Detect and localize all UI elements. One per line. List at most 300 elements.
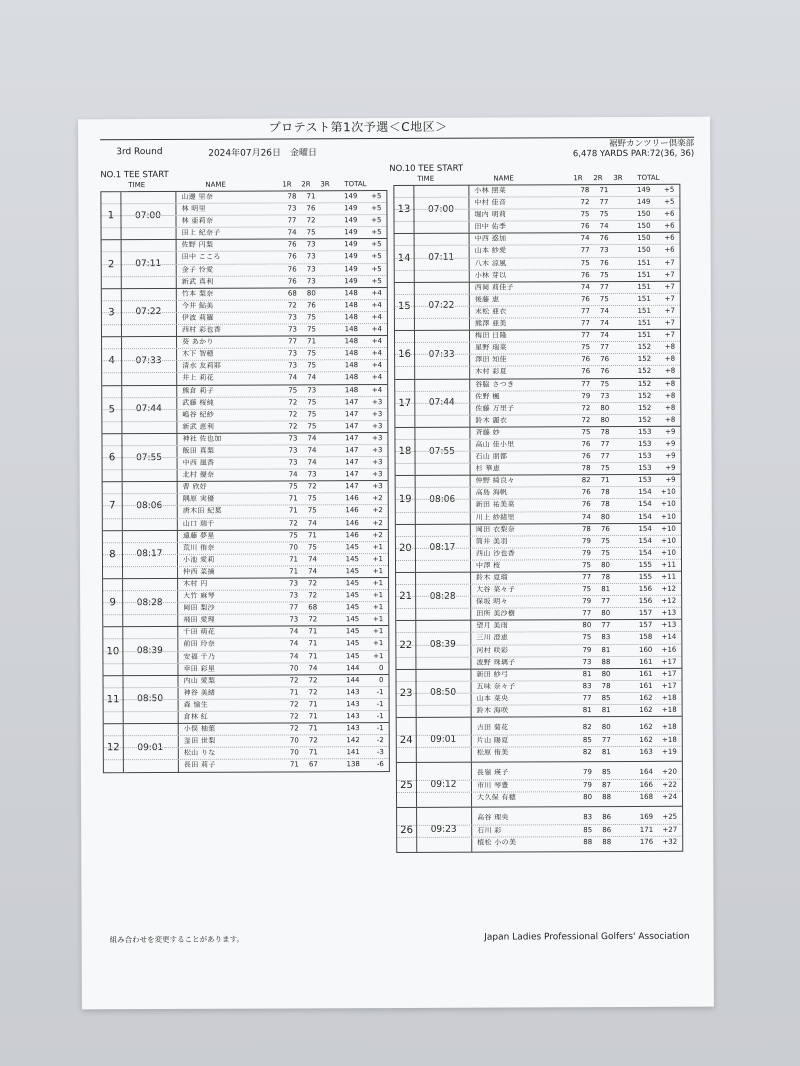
to-par: -6 <box>376 760 384 769</box>
player-name: 高山 佳小里 <box>475 440 515 449</box>
round1-score: 71 <box>288 506 298 515</box>
tee-group <box>396 571 681 621</box>
round1-score: 81 <box>582 669 592 678</box>
tee-time: 07:33 <box>121 337 177 385</box>
to-par: +6 <box>664 222 675 231</box>
player-name: 梅田 日隆 <box>474 331 507 340</box>
to-par: +5 <box>664 185 675 194</box>
player-name: 澤田 知佳 <box>475 355 507 364</box>
to-par: +8 <box>664 342 676 352</box>
to-par: +13 <box>661 621 677 630</box>
player-name: 曹 欣妤 <box>182 483 208 492</box>
tee-group <box>397 716 682 762</box>
tee-time: 08:28 <box>122 579 178 627</box>
to-par: +9 <box>665 439 676 448</box>
round1-score: 73 <box>287 313 297 322</box>
player-name: 佐藤 万里子 <box>475 404 515 413</box>
to-par: +6 <box>664 209 675 219</box>
total-score: 150 <box>637 234 651 243</box>
to-par: +32 <box>662 837 678 846</box>
group-number: 8 <box>103 531 123 578</box>
player-name: 木村 彩夏 <box>475 367 507 377</box>
round2-score: 77 <box>600 440 610 449</box>
round2-score: 75 <box>306 313 316 322</box>
total-score: 176 <box>639 837 654 846</box>
round1-score: 78 <box>581 524 591 533</box>
round2-score: 77 <box>600 452 610 461</box>
round2-score: 87 <box>602 780 611 789</box>
to-par: +2 <box>372 494 383 503</box>
to-par: +17 <box>661 681 677 690</box>
to-par: +1 <box>372 579 384 588</box>
total-score: 151 <box>637 258 651 267</box>
player-name: 唐木田 紀葉 <box>182 507 222 516</box>
to-par: +27 <box>662 825 678 834</box>
player-name: 石川 彩 <box>477 826 502 835</box>
tee-group <box>102 238 387 288</box>
total-score: 149 <box>344 252 358 261</box>
tee-group <box>102 335 387 385</box>
tee-group <box>102 287 387 337</box>
association-name: Japan Ladies Professional Golfers' Association <box>484 931 690 943</box>
total-score: 147 <box>345 446 359 455</box>
to-par: +10 <box>661 524 676 533</box>
group-number: 9 <box>103 579 123 626</box>
round1-score: 72 <box>288 410 298 419</box>
to-par: +4 <box>371 349 383 358</box>
player-name: 西山 沙也香 <box>475 549 516 558</box>
total-score: 153 <box>638 464 652 473</box>
player-name: 山口 瑞千 <box>182 519 215 528</box>
to-par: +5 <box>371 264 382 273</box>
col-1r: 1R <box>573 174 583 183</box>
total-score: 145 <box>345 615 360 624</box>
total-score: 146 <box>345 494 359 503</box>
player-name: 鈴木 麗衣 <box>475 416 508 425</box>
date-label: 2024年07月26日 金曜日 <box>208 148 318 159</box>
to-par: -3 <box>376 748 384 757</box>
player-name: 高島 海帆 <box>475 488 508 497</box>
tee-group <box>103 529 388 579</box>
round2-score: 72 <box>308 676 318 685</box>
round1-score: 72 <box>288 422 298 431</box>
total-score: 156 <box>638 584 653 594</box>
round1-score: 82 <box>582 747 592 756</box>
round1-score: 76 <box>287 277 297 286</box>
total-score: 163 <box>639 747 653 756</box>
total-score: 162 <box>639 705 653 714</box>
round2-score: 75 <box>307 410 317 419</box>
player-name: 後藤 恵 <box>474 295 500 304</box>
player-name: 倉林 紅 <box>183 712 209 721</box>
player-name: 鈴木 海咲 <box>476 706 509 715</box>
player-name: 小林 芽以 <box>474 271 507 280</box>
round2-score: 80 <box>601 560 611 570</box>
round2-score: 74 <box>600 331 610 340</box>
player-name: 五味 奈々子 <box>476 682 516 691</box>
total-score: 148 <box>344 385 359 394</box>
round2-score: 80 <box>600 403 610 412</box>
group-number: 7 <box>103 482 123 529</box>
round2-score: 76 <box>600 524 610 533</box>
round1-score: 77 <box>287 216 297 225</box>
to-par: -2 <box>376 736 384 745</box>
round1-score: 75 <box>580 258 590 267</box>
player-name: 保坂 明々 <box>476 597 508 606</box>
round2-score: 75 <box>600 379 610 388</box>
round2-score: 75 <box>600 536 610 545</box>
round2-score: 74 <box>307 446 317 455</box>
to-par: +8 <box>665 415 676 424</box>
tee-group <box>395 329 680 379</box>
round2-score: 74 <box>307 518 317 527</box>
total-score: 166 <box>639 780 653 789</box>
tee-time: 07:55 <box>121 434 177 482</box>
player-name: 隅原 実優 <box>182 495 215 504</box>
tee-time: 09:01 <box>123 724 179 772</box>
to-par: +10 <box>660 500 676 509</box>
round2-score: 75 <box>599 210 609 219</box>
total-score: 145 <box>345 579 360 588</box>
player-name: 佐野 楓 <box>475 392 500 401</box>
player-name: 安福 千乃 <box>183 652 216 661</box>
to-par: +18 <box>661 705 677 714</box>
round2-score: 73 <box>306 264 316 273</box>
player-name: 石山 朋都 <box>475 452 508 461</box>
tee-group <box>396 668 681 718</box>
total-score: 150 <box>637 222 651 231</box>
tee-group <box>101 191 386 240</box>
course-name: 裾野カンツリー倶楽部 <box>609 138 695 150</box>
player-name: 仲西 菜摘 <box>183 567 215 576</box>
round1-score: 72 <box>289 712 299 721</box>
round2-score: 71 <box>307 530 317 540</box>
round1-score: 83 <box>583 813 593 822</box>
total-score: 152 <box>637 379 652 388</box>
player-name: 林 亜莉奈 <box>181 216 214 226</box>
to-par: -1 <box>376 724 384 733</box>
round2-score: 81 <box>601 645 611 654</box>
player-row <box>104 758 389 771</box>
player-name: 熊倉 莉子 <box>182 386 214 395</box>
round1-score: 75 <box>581 343 591 352</box>
group-number: 18 <box>395 428 415 475</box>
player-name: 堀内 明莉 <box>474 210 507 219</box>
player-name: 熊澤 亜美 <box>474 319 507 328</box>
to-par: +4 <box>371 361 383 370</box>
tee-time: 07:44 <box>414 379 470 427</box>
round1-score: 71 <box>289 555 299 564</box>
player-name: 新田 祐美菜 <box>475 500 515 510</box>
round1-score: 77 <box>288 337 298 346</box>
col-2r: 2R <box>593 174 603 183</box>
total-score: 157 <box>638 609 653 618</box>
round1-score: 79 <box>582 548 591 558</box>
player-name: 小林 照菜 <box>474 186 507 195</box>
round1-score: 73 <box>288 349 298 358</box>
round2-score: 71 <box>307 337 317 346</box>
round1-score: 68 <box>287 289 297 298</box>
player-name: 前田 玲奈 <box>183 640 216 649</box>
round2-score: 72 <box>308 615 318 624</box>
total-score: 145 <box>345 542 359 551</box>
round2-score: 74 <box>307 458 317 467</box>
to-par: +7 <box>664 306 675 315</box>
tee-group <box>103 674 388 724</box>
round2-score: 85 <box>601 768 611 777</box>
player-name: 川上 紗緒里 <box>475 513 515 522</box>
round2-score: 71 <box>308 651 318 660</box>
round2-score: 75 <box>307 361 317 370</box>
round2-score: 76 <box>600 355 610 364</box>
total-score: 149 <box>344 204 358 213</box>
total-score: 145 <box>346 651 360 660</box>
to-par: +12 <box>661 596 677 606</box>
to-par: 0 <box>378 663 384 672</box>
player-name: 伊波 莉羅 <box>181 313 214 322</box>
to-par: +10 <box>661 512 676 521</box>
round2-score: 76 <box>599 258 609 267</box>
round1-score: 79 <box>582 597 592 606</box>
tee-group <box>395 232 680 282</box>
total-score: 144 <box>346 675 360 684</box>
round2-score: 76 <box>306 301 316 310</box>
tee-time: 07:22 <box>414 282 470 330</box>
to-par: +8 <box>664 367 676 376</box>
round1-score: 72 <box>288 398 298 407</box>
to-par: +2 <box>372 530 383 539</box>
to-par: +24 <box>662 792 678 801</box>
group-number: 15 <box>395 283 415 330</box>
total-score: 171 <box>639 825 654 834</box>
round2-score: 75 <box>307 349 317 358</box>
round2-score: 75 <box>306 228 316 237</box>
group-number: 3 <box>102 289 122 336</box>
total-score: 143 <box>346 712 360 721</box>
to-par: +11 <box>661 560 677 569</box>
round1-score: 76 <box>580 222 590 231</box>
tee-time: 08:39 <box>122 627 178 675</box>
total-score: 152 <box>637 343 652 352</box>
round1-score: 72 <box>289 700 299 709</box>
player-name: 山本 菜央 <box>476 694 509 703</box>
round2-score: 74 <box>599 222 609 231</box>
change-notice: 組み合わせを変更することがあります。 <box>109 934 245 945</box>
round1-score: 79 <box>583 780 592 789</box>
round2-score: 71 <box>308 627 318 636</box>
round1-score: 79 <box>581 391 591 400</box>
round1-score: 76 <box>287 240 297 249</box>
player-name: 木下 智穂 <box>182 350 214 359</box>
group-number: 17 <box>395 379 415 426</box>
to-par: +5 <box>664 197 675 206</box>
player-name: 田中 こころ <box>181 253 221 262</box>
player-name: 千田 萌花 <box>183 628 216 637</box>
total-score: 157 <box>638 621 653 630</box>
player-name: 今井 鮎美 <box>181 301 214 310</box>
total-score: 143 <box>346 724 360 733</box>
total-score: 154 <box>638 512 652 521</box>
tee-time: 07:44 <box>121 385 177 433</box>
tee-time: 08:50 <box>122 676 178 724</box>
total-score: 148 <box>344 373 359 382</box>
total-score: 152 <box>637 391 652 400</box>
round1-score: 73 <box>288 446 298 455</box>
round2-score: 77 <box>599 282 609 291</box>
player-name: 末松 亜衣 <box>474 307 507 316</box>
round1-score: 82 <box>582 723 592 732</box>
player-name: 八木 涼風 <box>474 259 507 268</box>
round2-score: 74 <box>308 567 318 576</box>
round1-score: 74 <box>581 512 591 521</box>
round1-score: 71 <box>289 567 299 576</box>
round1-score: 75 <box>582 561 592 570</box>
round1-score: 75 <box>288 385 298 394</box>
round2-score: 88 <box>602 792 612 801</box>
round1-score: 73 <box>288 361 298 370</box>
tee-time: 07:55 <box>414 428 470 476</box>
to-par: +4 <box>371 312 382 322</box>
total-score: 147 <box>345 458 359 467</box>
to-par: +7 <box>664 330 676 339</box>
player-name: 西村 彩也香 <box>181 325 222 334</box>
tee-time: 08:17 <box>122 531 178 579</box>
total-score: 149 <box>344 264 358 273</box>
tee-group <box>395 377 680 427</box>
group-number: 22 <box>396 621 416 668</box>
to-par: +1 <box>372 627 384 636</box>
player-name: 鈴木 夏瑠 <box>476 573 508 582</box>
player-name: 吉田 菊花 <box>476 723 509 733</box>
player-name: 筒井 美羽 <box>475 537 508 546</box>
total-score: 145 <box>345 603 360 612</box>
round1-score: 74 <box>580 282 590 291</box>
total-score: 169 <box>639 813 654 822</box>
round1-score: 77 <box>582 694 592 703</box>
col-name: NAME <box>493 174 514 183</box>
round2-score: 73 <box>599 246 609 255</box>
round2-score: 78 <box>601 573 611 582</box>
group-number: 12 <box>104 724 124 771</box>
total-score: 162 <box>639 693 653 702</box>
to-par: +5 <box>371 252 382 261</box>
round1-score: 79 <box>582 768 592 777</box>
round1-score: 72 <box>581 415 591 424</box>
round2-score: 74 <box>307 434 317 443</box>
to-par: +3 <box>371 397 383 406</box>
player-name: 武藤 桜純 <box>182 398 215 407</box>
round2-score: 88 <box>601 657 611 666</box>
total-score: 138 <box>346 760 360 769</box>
tee-time: 08:39 <box>415 621 471 669</box>
to-par: +4 <box>371 325 382 334</box>
to-par: +1 <box>373 639 384 648</box>
round2-score: 75 <box>599 294 609 303</box>
round2-score: 71 <box>308 700 318 709</box>
round2-score: 72 <box>308 688 318 697</box>
total-score: 148 <box>344 337 359 346</box>
to-par: +17 <box>661 669 677 678</box>
round1-score: 75 <box>582 633 592 642</box>
round1-score: 80 <box>582 621 592 630</box>
col-total: TOTAL <box>344 180 367 189</box>
round1-score: 73 <box>289 615 299 624</box>
total-score: 147 <box>345 482 359 491</box>
group-number: 6 <box>102 434 122 481</box>
round2-score: 73 <box>306 252 316 261</box>
to-par: +2 <box>372 518 383 527</box>
group-number: 13 <box>394 186 414 233</box>
player-name: 新武 真利 <box>181 277 214 286</box>
to-par: +12 <box>661 584 677 593</box>
col-3r: 3R <box>613 174 623 183</box>
to-par: +9 <box>665 451 676 460</box>
player-name: 竹本 梨奈 <box>181 289 214 298</box>
player-name: 井上 莉花 <box>182 374 214 383</box>
player-name: 森 愉生 <box>183 700 209 709</box>
to-par: +1 <box>372 615 384 624</box>
round2-score: 75 <box>601 548 610 557</box>
round2-score: 74 <box>308 555 317 564</box>
col-name: NAME <box>205 180 226 189</box>
round1-score: 72 <box>580 198 590 207</box>
round1-score: 77 <box>581 319 590 328</box>
group-number: 1 <box>101 192 121 239</box>
round1-score: 73 <box>582 657 592 666</box>
round1-score: 80 <box>583 792 593 801</box>
total-score: 143 <box>346 688 360 697</box>
total-score: 148 <box>344 361 359 370</box>
to-par: +18 <box>661 735 677 744</box>
to-par: +8 <box>664 355 676 364</box>
player-name: 山邊 里奈 <box>181 192 214 201</box>
round1-score: 73 <box>288 325 297 334</box>
round2-score: 86 <box>602 813 612 822</box>
total-score: 161 <box>639 681 653 690</box>
to-par: +1 <box>372 542 383 551</box>
player-name: 杉 華恵 <box>475 464 501 473</box>
round1-score: 77 <box>580 307 590 316</box>
total-score: 148 <box>344 313 358 322</box>
to-par: +4 <box>371 337 383 346</box>
player-name: 小池 愛莉 <box>182 555 215 564</box>
to-par: +5 <box>371 216 382 225</box>
to-par: +5 <box>371 192 382 201</box>
pairing-sheet <box>78 117 714 1010</box>
round1-score: 77 <box>582 573 592 582</box>
round1-score: 74 <box>289 627 299 636</box>
round2-score: 78 <box>601 681 611 690</box>
to-par: +18 <box>661 723 677 732</box>
total-score: 149 <box>344 228 358 237</box>
to-par: +3 <box>372 409 383 418</box>
round2-score: 71 <box>308 724 318 733</box>
group-number: 25 <box>397 763 417 807</box>
total-score: 153 <box>638 439 652 448</box>
player-name: 長田 莉子 <box>183 761 216 770</box>
round1-score: 75 <box>580 210 590 219</box>
total-score: 156 <box>638 597 653 606</box>
round1-score: 75 <box>288 531 298 540</box>
round1-score: 73 <box>287 204 297 213</box>
total-score: 161 <box>639 657 653 666</box>
player-name: 佐野 円梨 <box>181 241 214 250</box>
round1-score: 75 <box>582 585 592 594</box>
tee-time: 07:00 <box>413 186 469 234</box>
tee-time: 08:17 <box>415 524 471 572</box>
round2-score: 77 <box>600 343 610 352</box>
tee-group <box>102 432 387 482</box>
